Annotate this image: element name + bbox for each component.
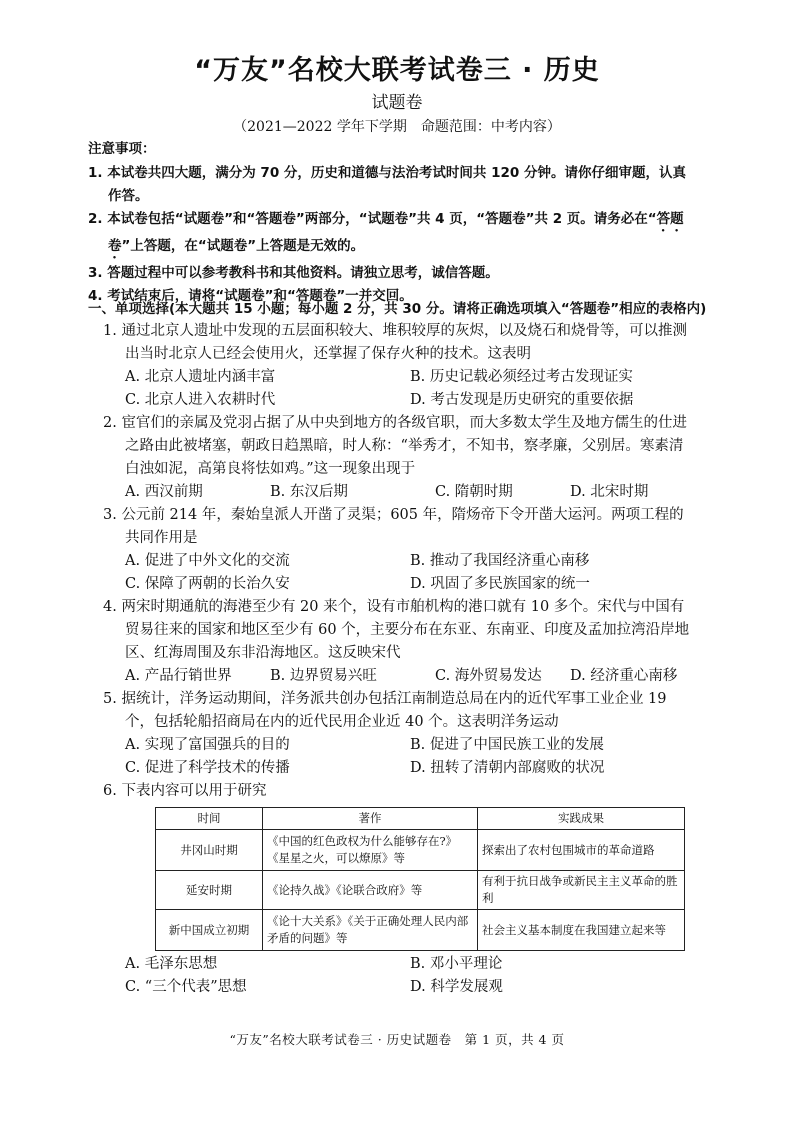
table-header: 实践成果 [478, 808, 685, 830]
option-c: C. 北京人进入农耕时代 [125, 392, 276, 408]
option-a: A. 毛泽东思想 [125, 956, 218, 972]
option-d: D. 经济重心南移 [570, 668, 678, 684]
table-cell: 有利于抗日战争或新民主主义革命的胜利 [478, 871, 685, 910]
notes-section [88, 138, 698, 308]
table-cell: 探索出了农村包围城市的革命道路 [478, 830, 685, 871]
note-item-3: 3. 答题过程中可以参考教科书和其他资料。请独立思考，诚信答题。 [88, 265, 499, 281]
table-cell: 延安时期 [156, 871, 263, 910]
table-row [156, 910, 685, 951]
option-d: D. 科学发展观 [410, 979, 503, 995]
note-item-2-text-end: ”上答题，在“试题卷”上答题是无效的。 [121, 238, 365, 254]
notes-heading: 注意事项： [88, 141, 156, 157]
section-heading: 一、单项选择(本大题共 15 小题；每小题 2 分，共 30 分。请将正确选项填入“答题卷”相应的表格内) [88, 301, 707, 317]
question-stem: 6. 下表内容可以用于研究 [103, 783, 267, 799]
question-6-table [155, 807, 685, 951]
option-c: C. 促进了科学技术的传播 [125, 760, 290, 776]
exam-subtitle: 试题卷 [371, 93, 423, 113]
note-item-2-text: 2. 本试卷包括“试题卷”和“答题卷”两部分，“试题卷”共 4 页，“答题卷”共 2 页。请务必在“ [88, 211, 657, 227]
options [103, 665, 695, 688]
table-row [156, 830, 685, 871]
option-a: A. 北京人遗址内涵丰富 [125, 369, 276, 385]
table-cell: 井冈山时期 [156, 830, 263, 871]
page-footer: “万友”名校大联考试卷三 · 历史试题卷 第 1 页，共 4 页 [229, 1032, 565, 1047]
table-cell: 《论十大关系》《关于正确处理人民内部矛盾的问题》等 [263, 910, 478, 951]
option-b: B. 边界贸易兴旺 [270, 668, 377, 684]
option-a: A. 实现了富国强兵的目的 [125, 737, 290, 753]
option-c: C. 保障了两朝的长治久安 [125, 576, 290, 592]
option-b: B. 推动了我国经济重心南移 [410, 553, 590, 569]
options [103, 481, 695, 504]
emphasized-text: 答题卷 [108, 211, 684, 254]
option-d: D. 巩固了多民族国家的统一 [410, 576, 590, 592]
option-d: D. 考古发现是历史研究的重要依据 [410, 392, 634, 408]
table-header: 著作 [263, 808, 478, 830]
option-a: A. 促进了中外文化的交流 [125, 553, 290, 569]
options [103, 550, 695, 596]
options [103, 366, 695, 412]
option-b: B. 历史记载必须经过考古发现证实 [410, 369, 633, 385]
question-4 [103, 596, 695, 688]
question-1 [103, 320, 695, 412]
exam-title: “万友”名校大联考试卷三 · 历史 [194, 55, 600, 86]
note-item-4: 4. 考试结束后，请将“试题卷”和“答题卷”一并交回。 [88, 288, 413, 304]
option-a: A. 产品行销世界 [125, 668, 232, 684]
question-stem: 2. 宦官们的亲属及党羽占据了从中央到地方的各级官职，而大多数太学生及地方儒生的仕进之路由此被堵塞，朝政日趋黑暗，时人称：“举秀才，不知书，察孝廉，父别居。寒素清白浊如泥，高第良将怯如鸡。”这一现象出现于 [103, 415, 687, 477]
option-a: A. 西汉前期 [125, 484, 203, 500]
option-d: D. 扭转了清朝内部腐败的状况 [410, 760, 605, 776]
question-stem: 5. 据统计，洋务运动期间，洋务派共创办包括江南制造总局在内的近代军事工业企业 19 个，包括轮船招商局在内的近代民用企业近 40 个。这表明洋务运动 [103, 691, 667, 730]
options [103, 734, 695, 780]
option-c: C. 海外贸易发达 [435, 668, 542, 684]
table-cell: 社会主义基本制度在我国建立起来等 [478, 910, 685, 951]
option-b: B. 邓小平理论 [410, 956, 503, 972]
table-cell: 《中国的红色政权为什么能够存在?》《星星之火，可以燎原》等 [263, 830, 478, 871]
question-stem: 4. 两宋时期通航的海港至少有 20 来个，设有市舶机构的港口就有 10 多个。宋代与中国有贸易往来的国家和地区至少有 60 个，主要分布在东亚、东南亚、印度及孟加拉湾沿岸地区、红海周围及东非沿海地区。这反映宋代 [103, 599, 690, 661]
exam-meta: （2021—2022 学年下学期 命题范围：中考内容） [233, 119, 561, 135]
question-list [103, 320, 695, 999]
table-header-row [156, 808, 685, 830]
question-stem: 1. 通过北京人遗址中发现的五层面积较大、堆积较厚的灰烬，以及烧石和烧骨等，可以推测出当时北京人已经会使用火，还掌握了保存火种的技术。这表明 [103, 323, 687, 362]
note-item-1: 1. 本试卷共四大题，满分为 70 分，历史和道德与法治考试时间共 120 分钟。请你仔细审题，认真作答。 [88, 165, 686, 204]
table-cell: 新中国成立初期 [156, 910, 263, 951]
question-3 [103, 504, 695, 596]
table-header: 时间 [156, 808, 263, 830]
option-b: B. 东汉后期 [270, 484, 348, 500]
option-b: B. 促进了中国民族工业的发展 [410, 737, 604, 753]
option-c: C. 隋朝时期 [435, 484, 513, 500]
option-c: C. “三个代表”思想 [125, 979, 247, 995]
question-6 [103, 780, 695, 999]
table-row [156, 871, 685, 910]
question-5 [103, 688, 695, 780]
table-cell: 《论持久战》《论联合政府》等 [263, 871, 478, 910]
options [103, 953, 695, 999]
option-d: D. 北宋时期 [570, 484, 649, 500]
note-item-2 [88, 208, 698, 262]
question-stem: 3. 公元前 214 年，秦始皇派人开凿了灵渠；605 年，隋炀帝下令开凿大运河。两项工程的共同作用是 [103, 507, 684, 546]
question-2 [103, 412, 695, 504]
